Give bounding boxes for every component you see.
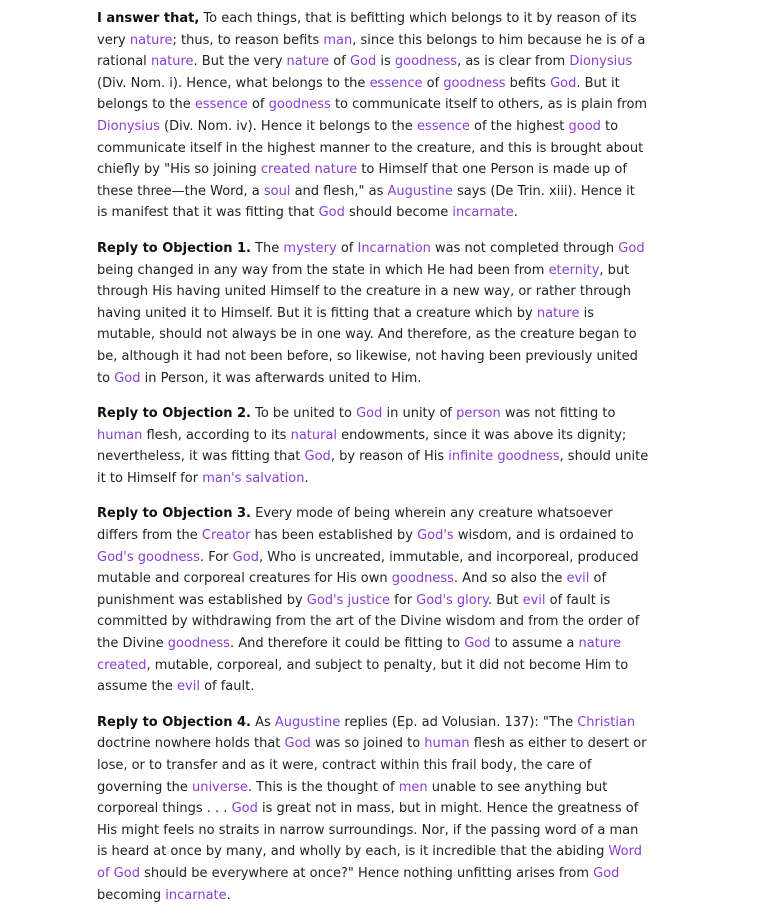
term-link[interactable]: goodness: [167, 636, 230, 652]
term-link[interactable]: nature: [536, 305, 580, 321]
text-run: Every mode of being wherein any creature whatsoever differs from the: [97, 506, 613, 544]
text-run: endowments, since it was above its dignity; nevertheless, it was fitting that: [97, 427, 627, 465]
term-link[interactable]: God's glory: [416, 592, 488, 608]
text-run: doctrine nowhere holds that: [97, 736, 285, 752]
paragraph-lead: Reply to Objection 1.: [97, 240, 251, 256]
text-run: befits: [505, 75, 551, 91]
term-link[interactable]: goodness: [394, 54, 458, 70]
term-link[interactable]: mystery: [283, 240, 337, 256]
text-run: , by reason of His: [330, 449, 449, 465]
paragraph: [97, 503, 649, 697]
paragraph-lead: Reply to Objection 4.: [97, 714, 251, 730]
term-link[interactable]: nature created: [97, 636, 622, 673]
term-link[interactable]: goodness: [391, 571, 454, 587]
term-link[interactable]: God: [618, 240, 645, 256]
term-link[interactable]: good: [568, 118, 601, 134]
text-run: to assume a: [490, 636, 579, 652]
text-run: should be everywhere at once?" Hence nothing unfitting arises from: [139, 865, 594, 881]
term-link[interactable]: Incarnation: [357, 240, 431, 256]
text-run: of: [329, 54, 350, 70]
text-run: is great not in mass, but in might. Hence the greatness of His might feels no straits in narrow surroundings. Nor, if the passing word of a man is heard at once by many, and wholly by each, is it incredible that the abiding: [97, 801, 639, 860]
term-link[interactable]: natural: [290, 427, 338, 443]
paragraph: [97, 8, 649, 224]
term-link[interactable]: goodness: [443, 75, 506, 91]
text-run: flesh, according to its: [142, 427, 291, 443]
term-link[interactable]: God: [231, 801, 258, 817]
term-link[interactable]: God: [284, 736, 311, 752]
paragraph: [97, 403, 649, 489]
term-link[interactable]: essence: [416, 118, 470, 134]
text-run: of fault is committed by withdrawing from the art of the Divine wisdom and from the order of the Divine: [97, 592, 640, 652]
text-run: has been established by: [250, 528, 418, 544]
term-link[interactable]: Dionysius: [569, 54, 633, 70]
text-run: The: [250, 240, 284, 256]
term-link[interactable]: Christian: [577, 714, 636, 730]
term-link[interactable]: goodness: [268, 97, 331, 113]
text-run: . This is the thought of: [247, 779, 399, 795]
term-link[interactable]: Creator: [201, 528, 251, 544]
term-link[interactable]: men: [398, 779, 428, 795]
text-run: To each things, that is befitting which belongs to it by reason of its very: [97, 11, 637, 48]
text-run: is: [376, 54, 395, 70]
term-link[interactable]: Augustine: [387, 183, 453, 199]
term-link[interactable]: man: [323, 32, 353, 48]
text-run: was so joined to: [310, 736, 425, 752]
paragraph-lead: Reply to Objection 2.: [97, 406, 251, 422]
term-link[interactable]: nature: [129, 32, 173, 48]
term-link[interactable]: God's justice: [306, 592, 391, 608]
text-run: of the highest: [469, 118, 569, 134]
term-link[interactable]: nature: [286, 54, 330, 70]
term-link[interactable]: eternity: [548, 262, 600, 278]
text-run: .: [304, 470, 309, 486]
term-link[interactable]: essence: [369, 75, 423, 91]
text-run: was not completed through: [430, 240, 619, 256]
term-link[interactable]: soul: [263, 183, 291, 199]
text-run: . For: [199, 549, 233, 565]
text-run: says (De Trin. xiii). Hence it is manifest that it was fitting that: [97, 183, 635, 221]
term-link[interactable]: God's goodness: [97, 549, 200, 565]
text-run: replies (Ep. ad Volusian. 137): "The: [340, 714, 578, 730]
text-run: , mutable, corporeal, and subject to penalty, but it did not become Him to assume the: [97, 657, 629, 695]
text-run: , should unite it to Himself for: [97, 449, 649, 486]
text-run: .: [226, 887, 231, 903]
term-link[interactable]: Dionysius: [97, 118, 160, 134]
text-run: in Person, it was afterwards united to Him.: [140, 370, 422, 386]
term-link[interactable]: created nature: [260, 162, 358, 178]
text-run: in unity of: [382, 406, 457, 422]
term-link[interactable]: man's salvation: [202, 470, 305, 486]
term-link[interactable]: infinite goodness: [448, 449, 560, 465]
text-run: , since this belongs to him because he is of a rational: [97, 32, 646, 70]
term-link[interactable]: God: [232, 549, 259, 565]
text-run: To be united to: [250, 406, 357, 422]
paragraph-lead: Reply to Objection 3.: [97, 506, 251, 522]
text-run: . And therefore it could be fitting to: [229, 636, 465, 652]
text-run: to communicate itself in the highest manner to the creature, and this is brought about chiefly by "His so joining: [97, 118, 644, 178]
text-run: is mutable, should not always be in one way. And therefore, as the creature began to be, although it had not been before, so likewise, not having been previously united to: [97, 305, 638, 386]
term-link[interactable]: nature: [150, 54, 194, 70]
text-run: (Div. Nom. iv). Hence it belongs to the: [159, 118, 417, 134]
text-run: becoming: [97, 887, 166, 903]
term-link[interactable]: God: [550, 75, 577, 91]
text-run: to Himself that one Person is made up of these three—the Word, a: [97, 162, 627, 199]
text-run: was not fitting to: [500, 406, 616, 422]
text-run: . But the very: [193, 54, 287, 70]
paragraph-lead: I answer that,: [97, 11, 200, 26]
term-link[interactable]: Word of God: [97, 844, 642, 881]
text-run: ; thus, to reason befits: [172, 32, 324, 48]
text-run: , Who is uncreated, immutable, and incorporeal, produced mutable and corporeal creatures for His own: [97, 549, 639, 587]
text-run: .: [513, 205, 518, 221]
article-body: [97, 8, 649, 920]
paragraph: [97, 712, 649, 906]
text-run: . But it belongs to the: [97, 75, 620, 113]
text-run: of fault.: [199, 679, 255, 695]
term-link[interactable]: God: [304, 449, 331, 465]
term-link[interactable]: God's: [417, 528, 454, 544]
term-link[interactable]: essence: [194, 97, 248, 113]
text-run: unable to see anything but corporeal things . . .: [97, 779, 608, 817]
term-link[interactable]: human: [424, 736, 470, 752]
text-run: , but through His having united Himself to the creature in a new way, or rather through having united it to Himself. But it is fitting that a creature which by: [97, 262, 631, 321]
text-run: . And so also the: [453, 571, 567, 587]
text-run: of: [336, 240, 358, 256]
text-run: wisdom, and is ordained to: [453, 528, 634, 544]
term-link[interactable]: human: [97, 427, 143, 443]
term-link[interactable]: incarnate: [452, 205, 514, 221]
paragraph: [97, 238, 649, 389]
text-run: and flesh," as: [290, 183, 388, 199]
term-link[interactable]: God: [593, 865, 620, 881]
text-run: to communicate itself to others, as is plain from: [330, 97, 648, 113]
text-run: of punishment was established by: [97, 571, 607, 608]
term-link[interactable]: universe: [191, 779, 248, 795]
text-run: being changed in any way from the state in which He had been from: [97, 262, 549, 278]
term-link[interactable]: incarnate: [165, 887, 227, 903]
term-link[interactable]: God: [114, 370, 141, 386]
term-link[interactable]: God: [318, 205, 345, 221]
text-run: of: [422, 75, 444, 91]
term-link[interactable]: God: [356, 406, 383, 422]
text-run: As: [250, 714, 275, 730]
text-run: should become: [344, 205, 453, 221]
term-link[interactable]: God: [464, 636, 491, 652]
text-run: flesh as either to desert or lose, or to transfer and as it were, contract within this frail body, the care of governing the: [97, 736, 647, 795]
text-run: , as is clear from: [457, 54, 570, 70]
term-link[interactable]: Augustine: [274, 714, 341, 730]
text-run: . But: [487, 592, 523, 608]
term-link[interactable]: God: [349, 54, 377, 70]
term-link[interactable]: person: [456, 406, 501, 422]
text-run: of: [247, 97, 269, 113]
text-run: for: [390, 592, 417, 608]
term-link[interactable]: evil: [522, 592, 546, 608]
term-link[interactable]: evil: [566, 571, 590, 587]
text-run: (Div. Nom. i). Hence, what belongs to the: [97, 75, 370, 91]
term-link[interactable]: evil: [177, 679, 200, 695]
